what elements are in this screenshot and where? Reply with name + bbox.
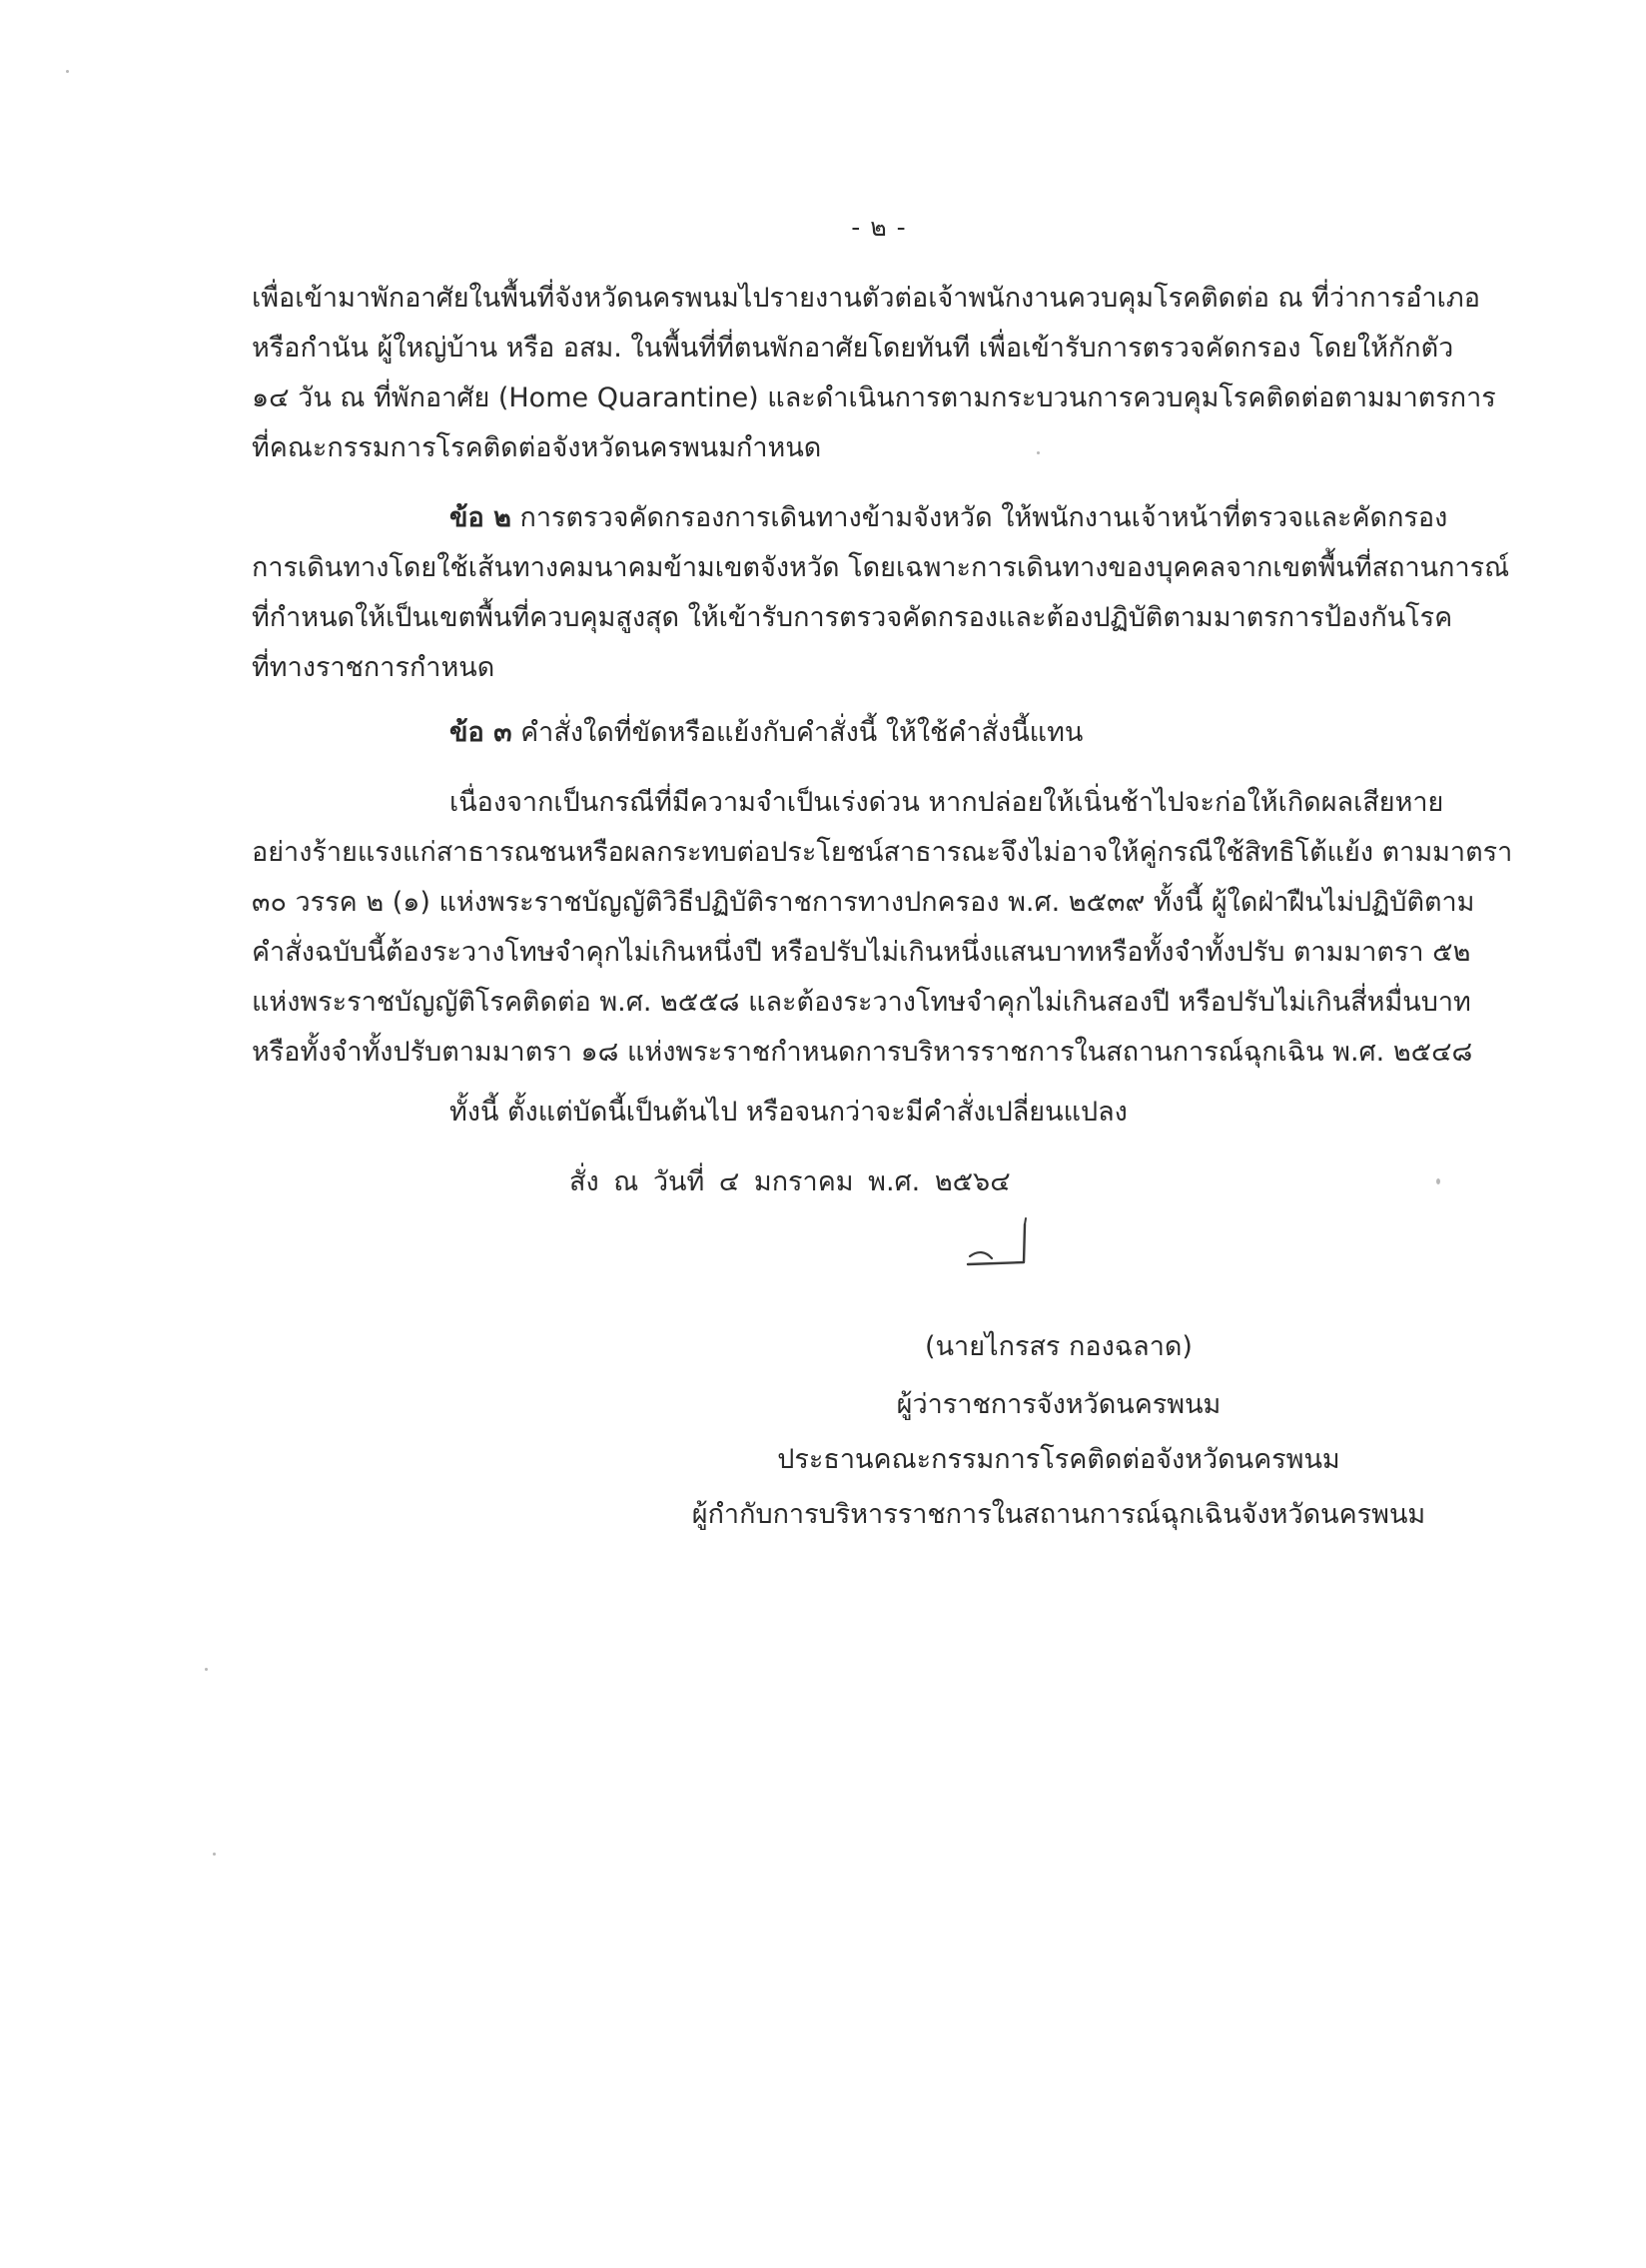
text-line: ที่กำหนดให้เป็นเขตพื้นที่ควบคุมสูงสุด ให้เข้ารับการตรวจคัดกรองและต้องปฏิบัติตามมาตรการป้องกันโรค <box>252 602 1453 633</box>
scan-speck <box>213 1853 216 1856</box>
clause-2-text: การตรวจคัดกรองการเดินทางข้ามจังหวัด ให้พนักงานเจ้าหน้าที่ตรวจและคัดกรอง <box>519 502 1448 533</box>
clause-2-first-line <box>449 502 1448 533</box>
order-date: สั่ง ณ วันที่ ๔ มกราคม พ.ศ. ๒๕๖๔ <box>569 1166 1011 1197</box>
clause-2-heading: ข้อ ๒ <box>449 502 511 533</box>
scan-speck <box>66 70 69 73</box>
text-line: หรือทั้งจำทั้งปรับตามมาตรา ๑๘ แห่งพระราชกำหนดการบริหารราชการในสถานการณ์ฉุกเฉิน พ.ศ. ๒๕๔๘ <box>252 1037 1473 1068</box>
scan-speck <box>1436 1178 1440 1184</box>
signatory-position: ผู้กำกับการบริหารราชการในสถานการณ์ฉุกเฉินจังหวัดนครพนม <box>691 1499 1426 1530</box>
signatory-name: (นายไกรสร กองฉลาด) <box>925 1331 1193 1362</box>
text-line: ที่คณะกรรมการโรคติดต่อจังหวัดนครพนมกำหนด <box>252 432 822 463</box>
text-line: แห่งพระราชบัญญัติโรคติดต่อ พ.ศ. ๒๕๕๘ และต้องระวางโทษจำคุกไม่เกินสองปี หรือปรับไม่เกินสี่หมื่นบาท <box>252 987 1471 1018</box>
text-line: การเดินทางโดยใช้เส้นทางคมนาคมข้ามเขตจังหวัด โดยเฉพาะการเดินทางของบุคคลจากเขตพื้นที่สถานการณ์ <box>252 552 1510 583</box>
clause-3 <box>449 719 1083 746</box>
scan-speck <box>1037 451 1040 454</box>
text-line: ๑๔ วัน ณ ที่พักอาศัย (Home Quarantine) และดำเนินการตามกระบวนการควบคุมโรคติดต่อตามมาตรการ <box>252 382 1496 413</box>
scan-speck <box>205 1668 208 1671</box>
page-number: - ๒ - <box>851 213 907 242</box>
clause-3-heading: ข้อ ๓ <box>449 717 512 748</box>
text-line: เนื่องจากเป็นกรณีที่มีความจำเป็นเร่งด่วน หากปล่อยให้เนิ่นช้าไปจะก่อให้เกิดผลเสียหาย <box>449 787 1444 818</box>
text-line: ที่ทางราชการกำหนด <box>252 652 495 683</box>
signatory-position: ประธานคณะกรรมการโรคติดต่อจังหวัดนครพนม <box>777 1444 1340 1475</box>
text-line: คำสั่งฉบับนี้ต้องระวางโทษจำคุกไม่เกินหนึ่งปี หรือปรับไม่เกินหนึ่งแสนบาทหรือทั้งจำทั้งปรับ ตามมาตรา ๕๒ <box>252 937 1471 968</box>
effective-clause: ทั้งนี้ ตั้งแต่บัดนี้เป็นต้นไป หรือจนกว่าจะมีคำสั่งเปลี่ยนแปลง <box>449 1097 1128 1128</box>
text-line: หรือกำนัน ผู้ใหญ่บ้าน หรือ อสม. ในพื้นที่ที่ตนพักอาศัยโดยทันที เพื่อเข้ารับการตรวจคัดกรอง โดยให้กักตัว <box>252 333 1454 364</box>
text-line: ๓๐ วรรค ๒ (๑) แห่งพระราชบัญญัติวิธีปฏิบัติราชการทางปกครอง พ.ศ. ๒๕๓๙ ทั้งนี้ ผู้ใดฝ่าฝืนไม่ปฏิบัติตาม <box>252 887 1475 918</box>
signatory-position: ผู้ว่าราชการจังหวัดนครพนม <box>896 1389 1222 1420</box>
clause-3-text: คำสั่งใดที่ขัดหรือแย้งกับคำสั่งนี้ ให้ใช้คำสั่งนี้แทน <box>520 717 1084 748</box>
text-line: เพื่อเข้ามาพักอาศัยในพื้นที่จังหวัดนครพนมไปรายงานตัวต่อเจ้าพนักงานควบคุมโรคติดต่อ ณ ที่ว่าการอำเภอ <box>252 283 1480 314</box>
signature-mark <box>964 1216 1054 1286</box>
text-line: อย่างร้ายแรงแก่สาธารณชนหรือผลกระทบต่อประโยชน์สาธารณะจึงไม่อาจให้คู่กรณีใช้สิทธิโต้แย้ง ตามมาตรา <box>252 837 1513 868</box>
